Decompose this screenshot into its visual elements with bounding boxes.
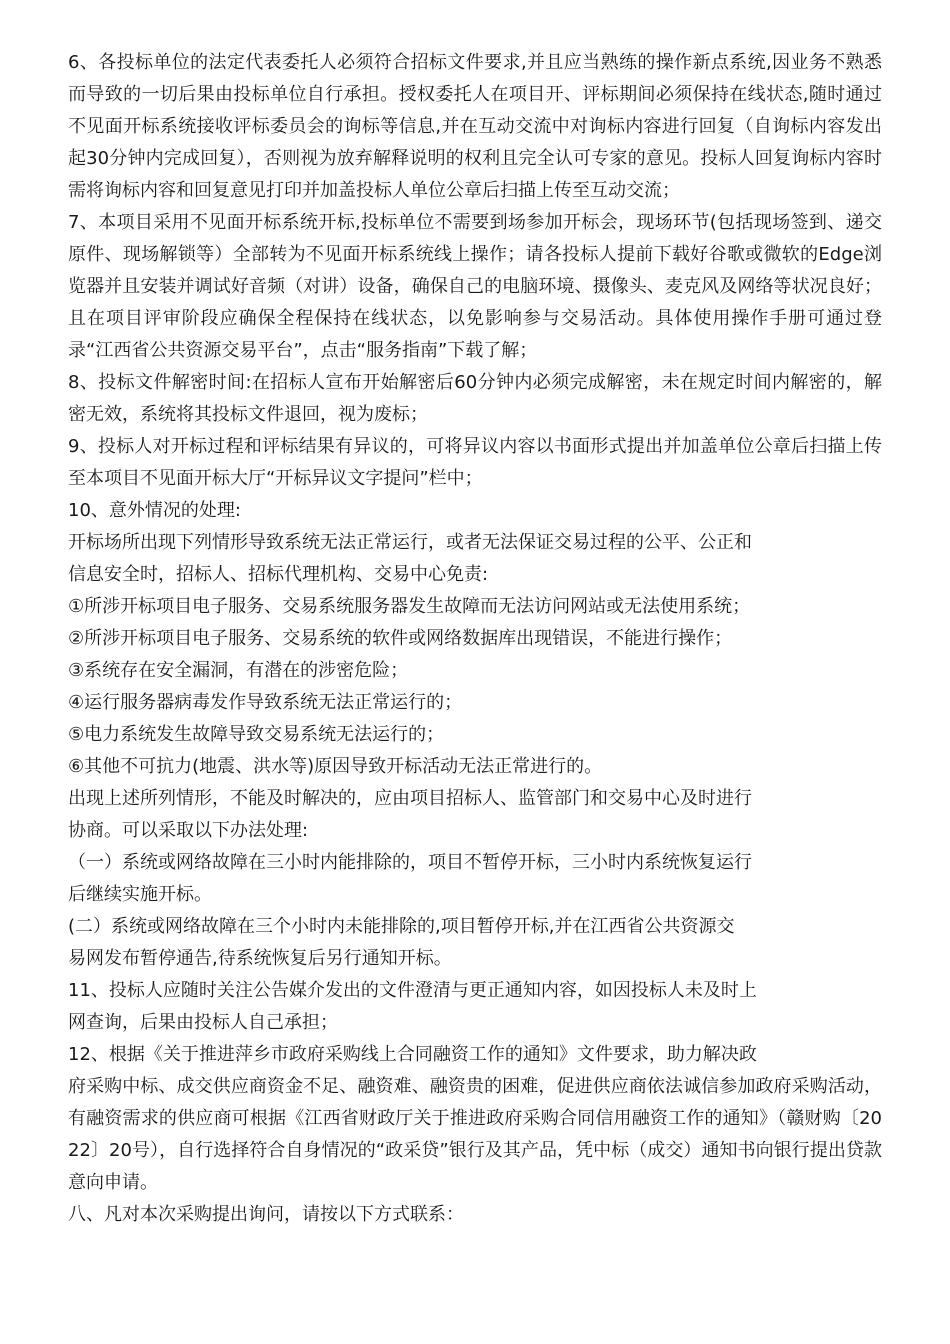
list-item-3: ③系统存在安全漏洞，有潜在的涉密危险；	[68, 660, 409, 681]
intro-line-2: 信息安全时，招标人、招标代理机构、交易中心免责:	[68, 564, 489, 585]
paragraph-7: 7、本项目采用不见面开标系统开标,投标单位不需要到场参加开标会，现场环节(包括现场签到、递交原件、现场解锁等）全部转为不见面开标系统线上操作；请各投标人提前下载好谷歌或微软的Edge浏览器并且安装并调试好音频（对讲）设备，确保自己的电脑环境、摄像头、麦克风及网络等状况良好；且在项目评审阶段应确保全程保持在线状态，以免影响参与交易活动。具体使用操作手册可通过登录“江西省公共资源交易平台”，点击“服务指南”下载了解；	[68, 212, 882, 361]
handling-line-1: 出现上述所列情形，不能及时解决的，应由项目招标人、监管部门和交易中心及时进行	[68, 788, 752, 809]
list-item-1: ①所涉开标项目电子服务、交易系统服务器发生故障而无法访问网站或无法使用系统；	[68, 596, 751, 617]
list-item-4: ④运行服务器病毒发作导致系统无法正常运行的；	[68, 692, 463, 713]
measure-2	[68, 911, 803, 975]
paragraph-12-body: 府采购中标、成交供应商资金不足、融资难、融资贵的困难，促进供应商依法诚信参加政府采购活动，有融资需求的供应商可根据《江西省财政厅关于推进政府采购合同信用融资工作的通知》（赣财购〔2022〕20号），自行选择符合自身情况的“政采贷”银行及其产品，凭中标（成交）通知书向银行提出贷款意向申请。	[68, 1076, 882, 1193]
paragraph-11-line-2: 网查询，后果由投标人自己承担；	[68, 1012, 338, 1033]
measure-1	[68, 847, 803, 911]
measure-2-line-1: (二）系统或网络故障在三个小时内未能排除的,项目暂停开标,并在江西省公共资源交	[68, 916, 735, 937]
measure-1-line-2: 后继续实施开标。	[68, 884, 212, 905]
paragraph-11-line-1: 11、投标人应随时关注公告媒介发出的文件澄清与更正通知内容，如因投标人未及时上	[68, 980, 757, 1001]
handling-paragraph	[68, 783, 803, 847]
list-item-6: ⑥其他不可抗力(地震、洪水等)原因导致开标活动无法正常进行的。	[68, 756, 603, 777]
paragraph-11	[68, 975, 803, 1039]
measure-2-line-2: 易网发布暂停通告,待系统恢复后另行通知开标。	[68, 948, 452, 969]
paragraph-10-title: 10、意外情况的处理:	[68, 500, 241, 521]
paragraph-6: 6、各投标单位的法定代表委托人必须符合招标文件要求,并且应当熟练的操作新点系统,因业务不熟悉而导致的一切后果由投标单位自行承担。授权委托人在项目开、评标期间必须保持在线状态,随时通过不见面开标系统接收评标委员会的询标等信息,并在互动交流中对询标内容进行回复（自询标内容发出起30分钟内完成回复），否则视为放弃解释说明的权利且完全认可专家的意见。投标人回复询标内容时需将询标内容和回复意见打印并加盖投标人单位公章后扫描上传至互动交流；	[68, 52, 882, 201]
section-8-heading: 八、凡对本次采购提出询问，请按以下方式联系：	[68, 1204, 464, 1225]
handling-line-2: 协商。可以采取以下办法处理:	[68, 820, 309, 841]
list-item-5: ⑤电力系统发生故障导致交易系统无法运行的；	[68, 724, 445, 745]
intro-line-1: 开标场所出现下列情形导致系统无法正常运行，或者无法保证交易过程的公平、公正和	[68, 532, 752, 553]
paragraph-12-line-1: 12、根据《关于推进萍乡市政府采购线上合同融资工作的通知》文件要求，助力解决政	[68, 1044, 757, 1065]
measure-1-line-1: （一）系统或网络故障在三小时内能排除的，项目不暂停开标，三小时内系统恢复运行	[68, 852, 752, 873]
paragraph-8: 8、投标文件解密时间:在招标人宣布开始解密后60分钟内必须完成解密，未在规定时间内解密的，解密无效，系统将其投标文件退回，视为废标；	[68, 372, 882, 425]
paragraph-9: 9、投标人对开标过程和评标结果有异议的，可将异议内容以书面形式提出并加盖单位公章后扫描上传至本项目不见面开标大厅“开标异议文字提问”栏中；	[68, 436, 882, 489]
paragraph-12	[68, 1039, 882, 1199]
list-item-2: ②所涉开标项目电子服务、交易系统的软件或网络数据库出现错误，不能进行操作；	[68, 628, 733, 649]
paragraph-10-intro	[68, 527, 803, 591]
